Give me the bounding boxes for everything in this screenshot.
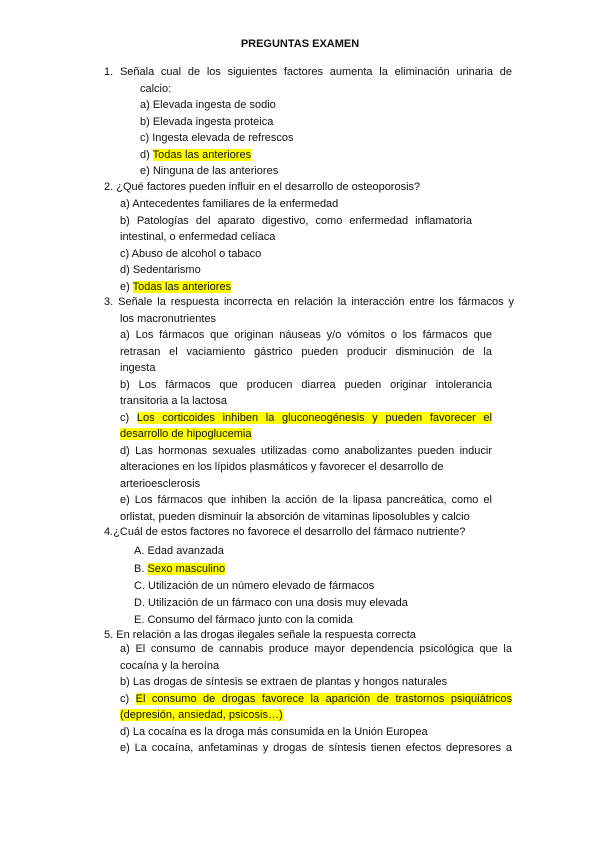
option-a: a) Elevada ingesta de sodio	[140, 99, 276, 111]
option-a: a) Antecedentes familiares de la enfermedad	[120, 198, 339, 210]
options-list	[120, 641, 512, 757]
option-b: b) Patologías del aparato digestivo, como enfermedad inflamatoria	[120, 214, 472, 227]
option-d: d) Sedentarismo	[120, 264, 201, 276]
option-e-cont: orlistat, pueden disminuir la absorción de vitaminas liposolubles y calcio	[120, 510, 470, 523]
question-stem: 3. Señale la respuesta incorrecta en relación la interacción entre los fármacos y	[104, 296, 514, 308]
question-stem-cont: calcio:	[140, 82, 172, 95]
option-a: A. Edad avanzada	[134, 545, 224, 557]
page-title: PREGUNTAS EXAMEN	[240, 38, 360, 50]
option-a-cont: retrasan el vaciamiento gástrico pueden producir disminución de la	[120, 345, 492, 358]
question-stem: 4.¿Cuál de estos factores no favorece el desarrollo del fármaco nutriente?	[104, 526, 466, 538]
option-e: E. Consumo del fármaco junto con la comida	[134, 614, 353, 626]
option-d: d) Todas las anteriores	[140, 148, 252, 161]
option-a: a) El consumo de cannabis produce mayor dependencia psicológica que la	[120, 643, 512, 655]
question-stem: 1. Señala cual de los siguientes factores aumenta la eliminación urinaria de	[104, 66, 513, 78]
option-d-cont: arterioesclerosis	[120, 477, 201, 490]
options-list	[120, 196, 472, 295]
option-e: e) Ninguna de las anteriores	[140, 165, 279, 177]
option-b-cont: transitoria a la lactosa	[120, 395, 227, 407]
option-a-cont: ingesta	[120, 362, 156, 374]
option-e: e) La cocaína, anfetaminas y drogas de síntesis tienen efectos depresores a	[120, 742, 512, 754]
option-b: b) Los fármacos que producen diarrea pueden originar intolerancia	[120, 378, 492, 391]
highlighted-answer: El consumo de drogas favorece la aparición de trastornos psiquiátricos	[135, 692, 512, 705]
options-list	[120, 327, 492, 525]
question-stem: 5. En relación a las drogas ilegales señale la respuesta correcta	[104, 629, 416, 641]
option-e: e) Los fármacos que inhiben la acción de la lipasa pancreática, como el	[120, 494, 492, 506]
option-c: C. Utilización de un número elevado de fármacos	[134, 580, 375, 592]
highlighted-answer: desarrollo de hipoglucemia	[120, 428, 252, 440]
options-list	[134, 543, 408, 629]
option-b: B. Sexo masculino	[134, 563, 226, 575]
option-b: b) Elevada ingesta proteica	[140, 115, 274, 128]
highlighted-answer: Todas las anteriores	[152, 148, 252, 161]
option-c-cont	[120, 426, 492, 443]
highlighted-answer: Los corticoides inhiben la gluconeogénesis y pueden favorecer el	[136, 411, 492, 424]
option-c: c) El consumo de drogas favorece la aparición de trastornos psiquiátricos	[120, 692, 512, 705]
highlighted-answer: Sexo masculino	[147, 563, 226, 575]
option-d: d) La cocaína es la droga más consumida en la Unión Europea	[120, 725, 428, 738]
question-stem-cont: los macronutrientes	[120, 312, 216, 325]
option-d-cont: alteraciones en los lípidos plasmáticos y favorecer el desarrollo de	[120, 461, 444, 473]
highlighted-answer: (depresión, ansiedad, psicosis…)	[120, 709, 283, 721]
option-a-cont: cocaína y la heroína	[120, 659, 220, 672]
option-c-cont	[120, 707, 512, 724]
question-stem: 2. ¿Qué factores pueden influir en el desarrollo de osteoporosis?	[104, 181, 421, 193]
option-c: c) Los corticoides inhiben la gluconeogénesis y pueden favorecer el	[120, 411, 492, 424]
option-d: d) Las hormonas sexuales utilizadas como anabolizantes pueden inducir	[120, 444, 492, 457]
option-a: a) Los fármacos que originan náuseas y/o vómitos o los fármacos que	[120, 329, 492, 341]
option-b-cont: intestinal, o enfermedad celíaca	[120, 231, 276, 243]
highlighted-answer: Todas las anteriores	[132, 280, 232, 293]
option-d: D. Utilización de un fármaco con una dosis muy elevada	[134, 597, 408, 609]
options-list	[140, 97, 293, 180]
option-c: c) Ingesta elevada de refrescos	[140, 132, 294, 144]
option-e: e) Todas las anteriores	[120, 280, 232, 293]
option-c: c) Abuso de alcohol o tabaco	[120, 247, 262, 260]
option-b: b) Las drogas de síntesis se extraen de plantas y hongos naturales	[120, 676, 448, 688]
